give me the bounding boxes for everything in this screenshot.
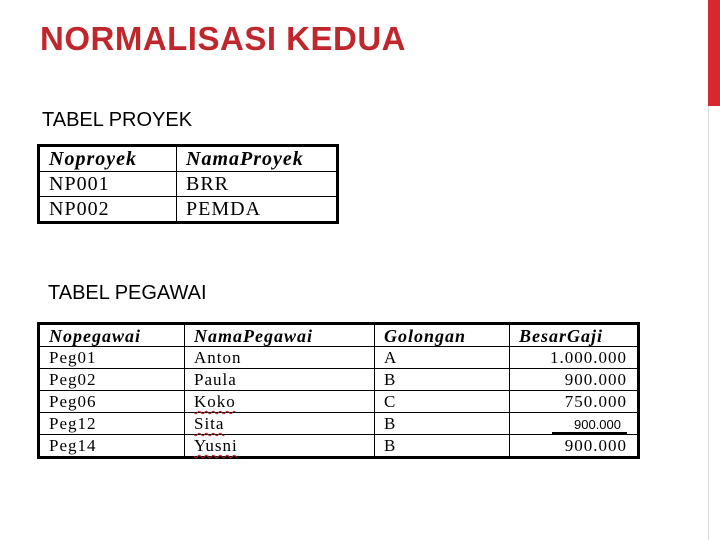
pegawai-table: [37, 322, 640, 459]
table-cell: B: [375, 435, 510, 458]
table-cell: [510, 413, 639, 435]
table-cell: BRR: [177, 172, 338, 197]
accent-bar: [708, 0, 720, 106]
column-header: Golongan: [375, 324, 510, 347]
table-cell: PEMDA: [177, 197, 338, 223]
table-cell: Peg14: [39, 435, 185, 458]
proyek-table: [37, 144, 339, 224]
table-cell: Paula: [185, 369, 375, 391]
table-cell: NP001: [39, 172, 177, 197]
table-row: [39, 347, 639, 369]
column-header: NamaPegawai: [185, 324, 375, 347]
column-header: NamaProyek: [177, 146, 338, 172]
table-cell: Peg02: [39, 369, 185, 391]
right-border-line: [708, 106, 709, 540]
table-row: [39, 435, 639, 458]
table-row: [39, 391, 639, 413]
table-cell: 900.000: [510, 369, 639, 391]
spellcheck-word: Koko: [194, 392, 236, 411]
table-row: [39, 413, 639, 435]
pegawai-table-label: TABEL PEGAWAI: [48, 282, 207, 304]
table-cell: B: [375, 369, 510, 391]
spellcheck-word: Yusni: [194, 436, 238, 455]
pasted-value: 900.000: [552, 417, 627, 434]
spellcheck-word: Sita: [194, 414, 225, 433]
table-cell: 1.000.000: [510, 347, 639, 369]
column-header: Nopegawai: [39, 324, 185, 347]
table-row: [39, 197, 338, 223]
table-header-row: [39, 146, 338, 172]
table-cell: Peg06: [39, 391, 185, 413]
column-header: Noproyek: [39, 146, 177, 172]
table-cell: 750.000: [510, 391, 639, 413]
table-cell: Anton: [185, 347, 375, 369]
table-cell: NP002: [39, 197, 177, 223]
table-cell: B: [375, 413, 510, 435]
table-cell: C: [375, 391, 510, 413]
proyek-table-label: TABEL PROYEK: [42, 109, 193, 131]
column-header: BesarGaji: [510, 324, 639, 347]
table-cell: A: [375, 347, 510, 369]
table-row: [39, 369, 639, 391]
table-header-row: [39, 324, 639, 347]
table-row: [39, 172, 338, 197]
table-cell: [185, 435, 375, 458]
table-cell: Peg12: [39, 413, 185, 435]
table-cell: 900.000: [510, 435, 639, 458]
slide-title: NORMALISASI KEDUA: [40, 20, 407, 57]
table-cell: Peg01: [39, 347, 185, 369]
table-cell: [185, 413, 375, 435]
table-cell: [185, 391, 375, 413]
